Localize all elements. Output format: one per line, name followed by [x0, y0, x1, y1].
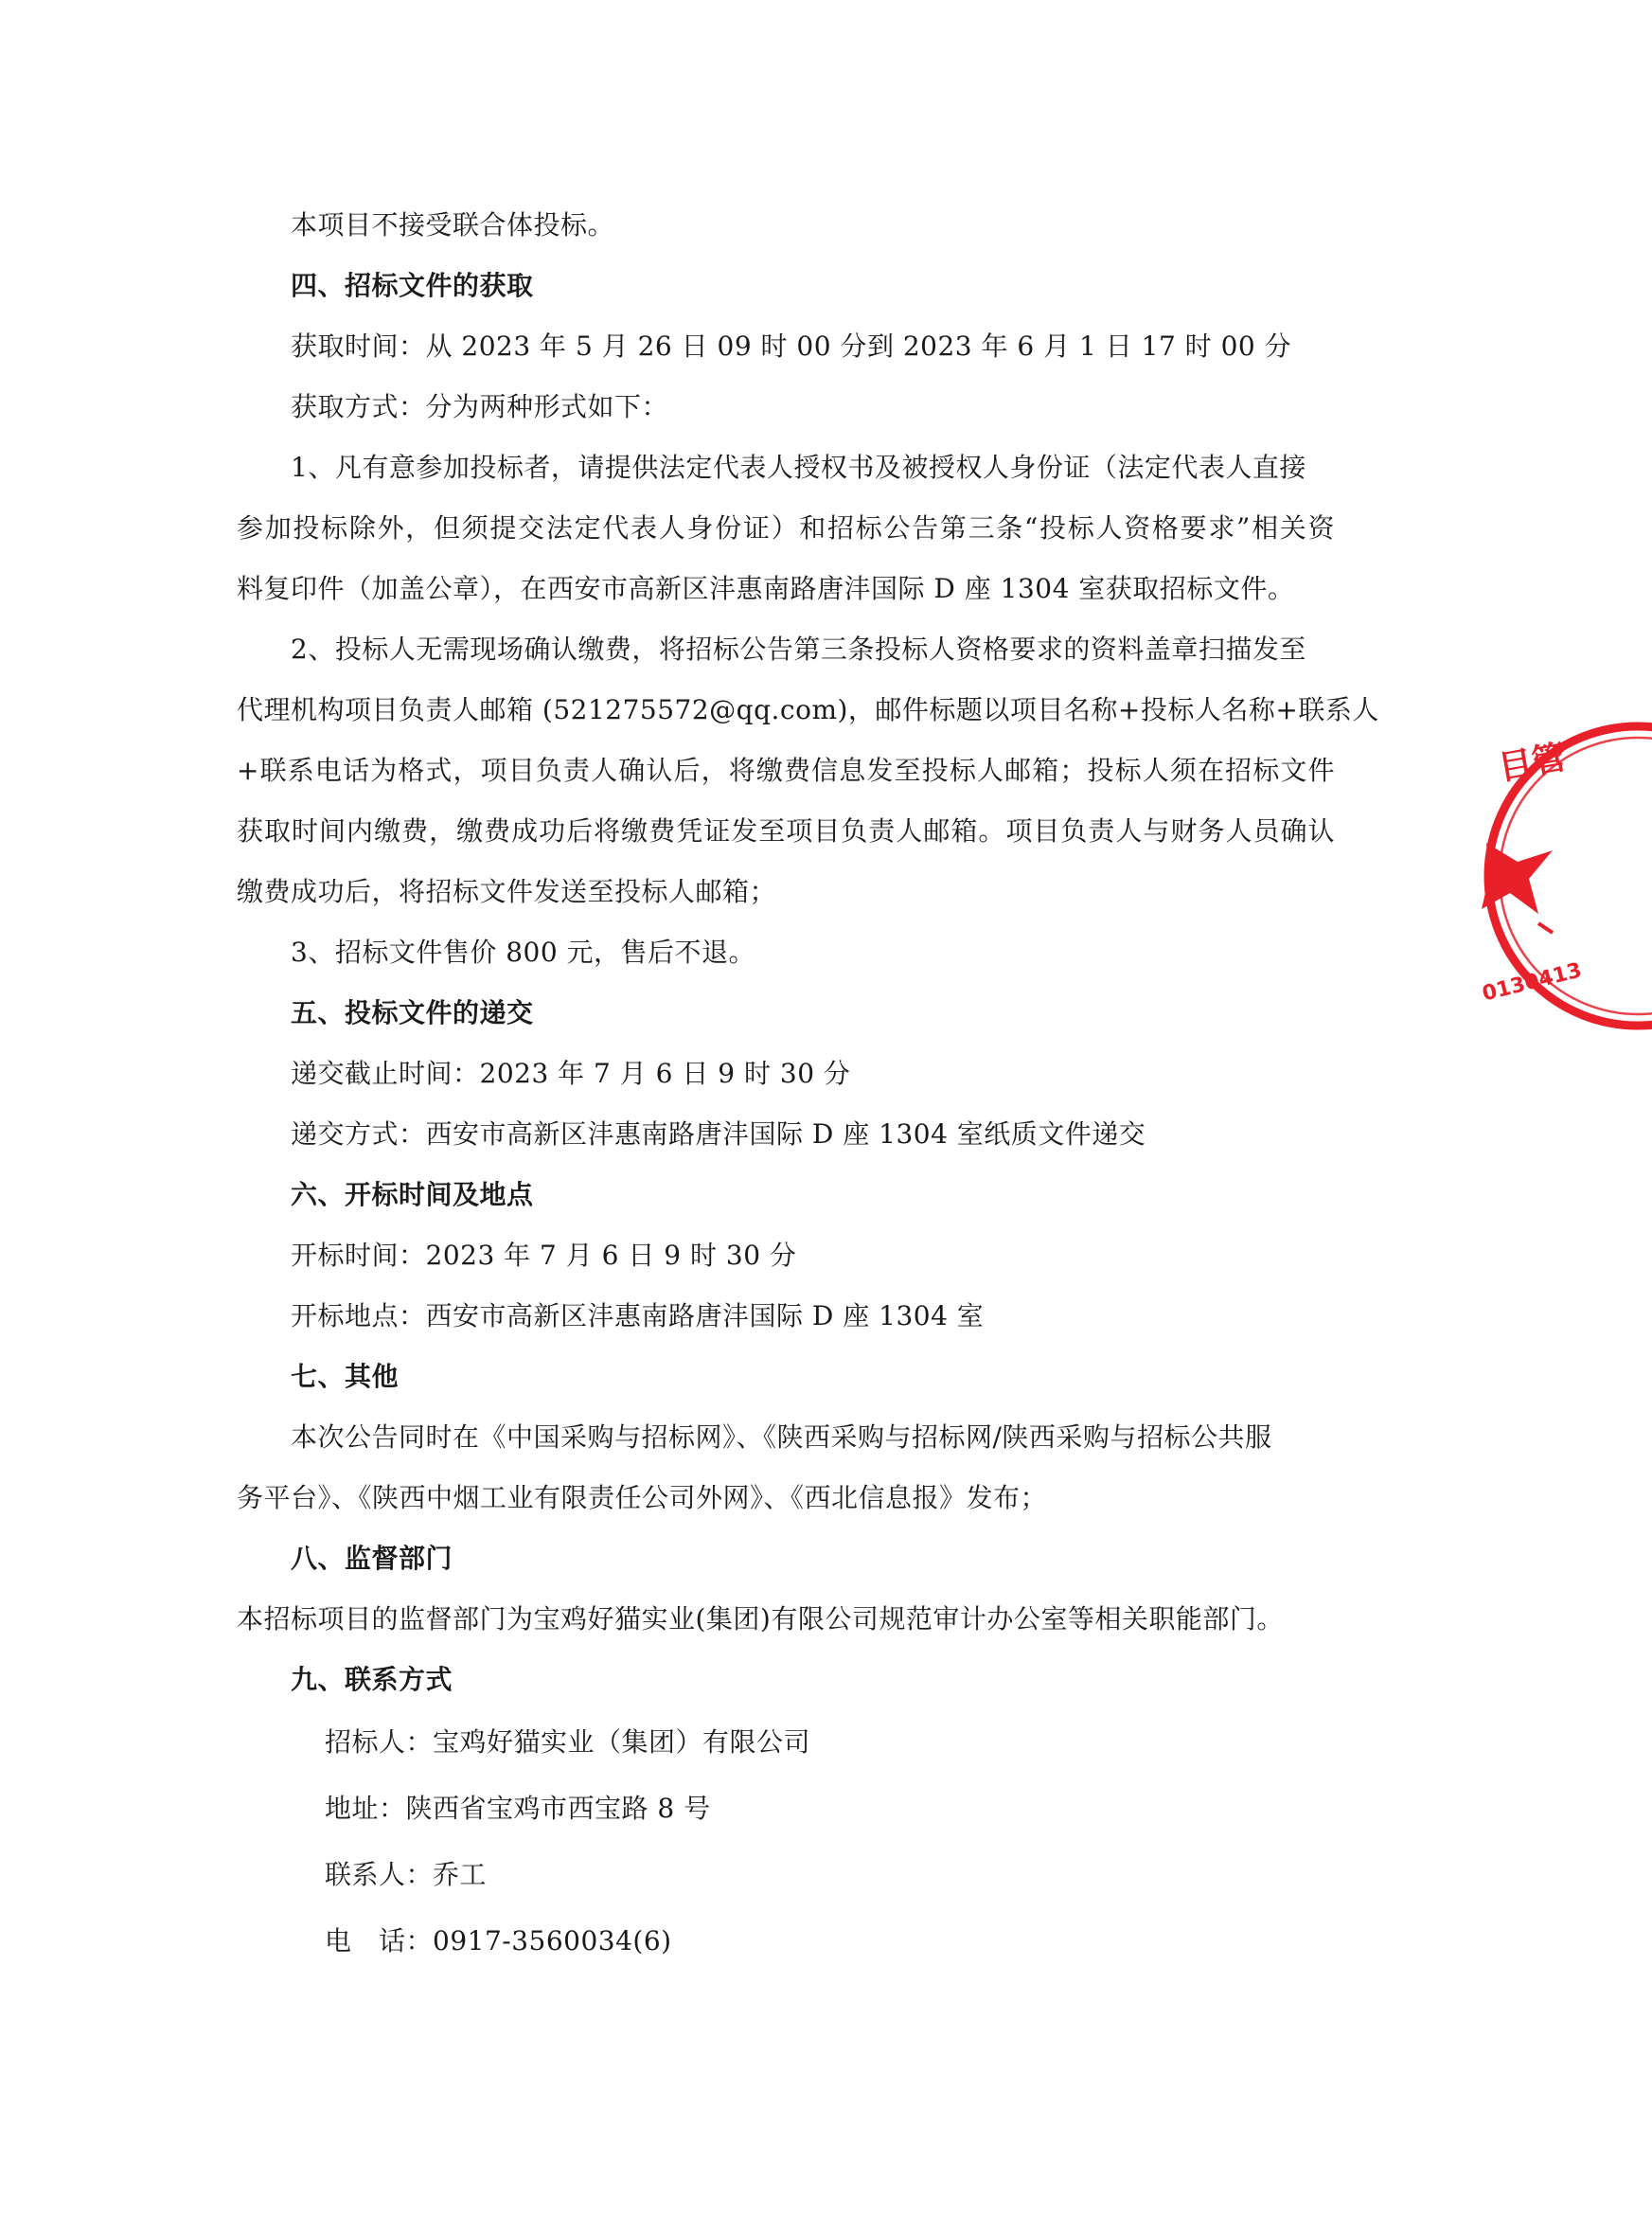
section8-heading: 八、监督部门	[291, 1543, 453, 1574]
section4-item2-line5: 缴费成功后，将招标文件发送至投标人邮箱；	[237, 876, 777, 907]
section4-item2-line4: 获取时间内缴费，缴费成功后将缴费凭证发至项目负责人邮箱。项目负责人与财务人员确认	[237, 815, 1335, 847]
seal-text-top: 目管	[1495, 738, 1570, 789]
seal-text-bottom: 0130413	[1480, 958, 1585, 1007]
section7-heading: 七、其他	[291, 1361, 400, 1392]
section6-time: 开标时间：2023 年 7 月 6 日 9 时 30 分	[291, 1240, 797, 1271]
section4-item2-line2: 代理机构项目负责人邮箱 (521275572@qq.com)，邮件标题以项目名称+投标人名称+联系人	[237, 694, 1379, 725]
section9-address: 地址：陕西省宝鸡市西宝路 8 号	[325, 1793, 711, 1824]
section9-tenderer: 招标人：宝鸡好猫实业（集团）有限公司	[325, 1726, 811, 1758]
section9-contact: 联系人：乔工	[325, 1859, 488, 1890]
section6-heading: 六、开标时间及地点	[291, 1179, 534, 1210]
section4-item2-line1: 2、投标人无需现场确认缴费，将招标公告第三条投标人资格要求的资料盖章扫描发至	[291, 634, 1306, 665]
section5-method: 递交方式：西安市高新区沣惠南路唐沣国际 D 座 1304 室纸质文件递交	[291, 1118, 1146, 1150]
section8-line1: 本招标项目的监督部门为宝鸡好猫实业(集团)有限公司规范审计办公室等相关职能部门。	[237, 1603, 1284, 1634]
section5-deadline: 递交截止时间：2023 年 7 月 6 日 9 时 30 分	[291, 1058, 851, 1089]
section4-method: 获取方式：分为两种形式如下：	[291, 391, 669, 422]
section4-time: 获取时间：从 2023 年 5 月 26 日 09 时 00 分到 2023 年 6 月 1 日 17 时 00 分	[291, 330, 1292, 362]
section4-item1-line3: 料复印件（加盖公章），在西安市高新区沣惠南路唐沣国际 D 座 1304 室获取招标文件。	[237, 573, 1295, 604]
section6-place: 开标地点：西安市高新区沣惠南路唐沣国际 D 座 1304 室	[291, 1300, 985, 1331]
section3-tail-text: 本项目不接受联合体投标。	[291, 209, 615, 241]
section5-heading: 五、投标文件的递交	[291, 997, 534, 1028]
section9-phone: 电 话：0917-3560034(6)	[325, 1925, 672, 1956]
section7-line1: 本次公告同时在《中国采购与招标网》、《陕西采购与招标网/陕西采购与招标公共服	[291, 1421, 1272, 1453]
section4-item1-line1: 1、凡有意参加投标者，请提供法定代表人授权书及被授权人身份证（法定代表人直接	[291, 452, 1306, 483]
section4-item1-line2: 参加投标除外，但须提交法定代表人身份证）和招标公告第三条“投标人资格要求”相关资	[237, 512, 1335, 544]
section9-heading: 九、联系方式	[291, 1664, 453, 1695]
company-seal-stamp	[1482, 720, 1652, 1032]
section4-item3: 3、招标文件售价 800 元，售后不退。	[291, 937, 756, 968]
section4-item2-line3: +联系电话为格式，项目负责人确认后，将缴费信息发至投标人邮箱；投标人须在招标文件	[237, 755, 1335, 786]
section4-heading: 四、招标文件的获取	[291, 270, 534, 301]
section7-line2: 务平台》、《陕西中烟工业有限责任公司外网》、《西北信息报》发布；	[237, 1482, 1048, 1513]
